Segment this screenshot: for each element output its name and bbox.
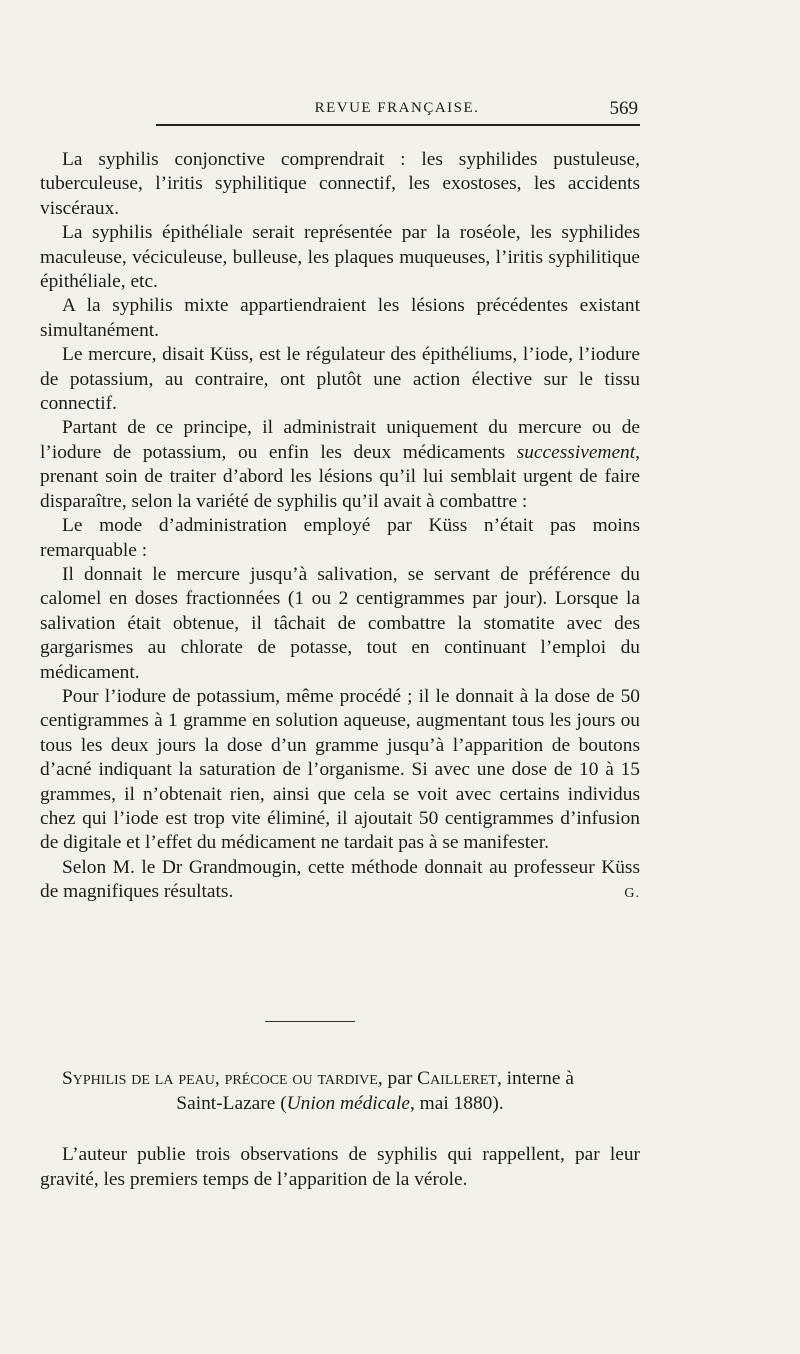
- article-title: [40, 1066, 640, 1091]
- paragraph: Le mercure, disait Küss, est le régulateur des épithéliums, l’iode, l’iodure de potassium, au contraire, ont plutôt une action élective sur le tissu connectif.: [40, 344, 640, 415]
- affiliation: , interne à: [496, 1068, 574, 1089]
- paragraph: [40, 416, 640, 514]
- article-body: [40, 1142, 640, 1192]
- paragraph: Il donnait le mercure jusqu’à salivation, se servant de préférence du calomel en doses fractionnées (1 ou 2 centigrammes par jour). Lorsque la salivation était obtenue, il tâchait de combattre la stomatite avec des gargarismes au chlorate de potasse, tout en continuant l’emploi du médicament.: [40, 563, 640, 683]
- article-heading: [40, 1066, 640, 1116]
- article-citation: [40, 1091, 640, 1116]
- place: Saint-Lazare (: [176, 1093, 287, 1114]
- title-rest: de la peau, précoce ou tardive,: [126, 1068, 383, 1089]
- running-title: REVUE FRANÇAISE.: [314, 100, 480, 116]
- page-number: 569: [609, 98, 638, 119]
- journal-name: Union médicale: [286, 1093, 410, 1114]
- header-rule: [156, 124, 640, 126]
- paragraph: Pour l’iodure de potassium, même procédé ; il le donnait à la dose de 50 centigrammes à 1 gramme en solution aqueuse, augmentant tous les jours ou tous les deux jours la dose d’un gramme jusqu’à l’apparition de boutons d’acné indiquant la saturation de l’organisme. Si avec une dose de 10 à 15 grammes, il n’obtenait rien, ainsi que cela se voit avec certains individus chez qui l’iode est trop vite éliminé, il ajoutait 50 centigrammes d’infusion de digitale et l’effet du médicament ne tardait pas à se manifester.: [40, 685, 640, 854]
- paragraph-text: , prenant soin de traiter d’abord les lésions qu’il lui semblait urgent de faire disparaître, selon la variété de syphilis qu’il avait à combattre :: [40, 441, 640, 512]
- running-header: [156, 98, 638, 122]
- by-word: par: [382, 1068, 418, 1089]
- paragraph: La syphilis épithéliale serait représentée par la roséole, les syphilides maculeuse, véciculeuse, bulleuse, les plaques muqueuses, l’iritis syphilitique épithéliale, etc.: [40, 222, 640, 293]
- signature: G.: [624, 886, 640, 902]
- paragraph-text: Selon M. le Dr Grandmougin, cette méthode donnait au professeur Küss de magnifiques résultats.: [40, 856, 640, 903]
- author: Cailleret: [417, 1068, 497, 1089]
- paragraph: A la syphilis mixte appartiendraient les lésions précédentes existant simultanément.: [40, 295, 640, 341]
- review-text: [40, 148, 640, 907]
- paragraph: Le mode d’administration employé par Küss n’était pas moins remarquable :: [40, 515, 640, 561]
- paragraph: L’auteur publie trois observations de syphilis qui rappellent, par leur gravité, les premiers temps de l’apparition de la vérole.: [40, 1144, 640, 1190]
- publication-date: , mai 1880).: [409, 1093, 504, 1114]
- section-separator: [265, 1021, 355, 1022]
- paragraph-text: Partant de ce principe, il administrait uniquement du mercure ou de l’iodure de potassium, ou enfin les deux médicaments: [40, 417, 640, 463]
- title-lead: Syphilis: [62, 1068, 127, 1089]
- paragraph: [40, 856, 640, 905]
- emphasis: successivement: [516, 441, 636, 463]
- paragraph: La syphilis conjonctive comprendrait : les syphilides pustuleuse, tuberculeuse, l’iritis syphilitique connectif, les exostoses, les accidents viscéraux.: [40, 149, 640, 219]
